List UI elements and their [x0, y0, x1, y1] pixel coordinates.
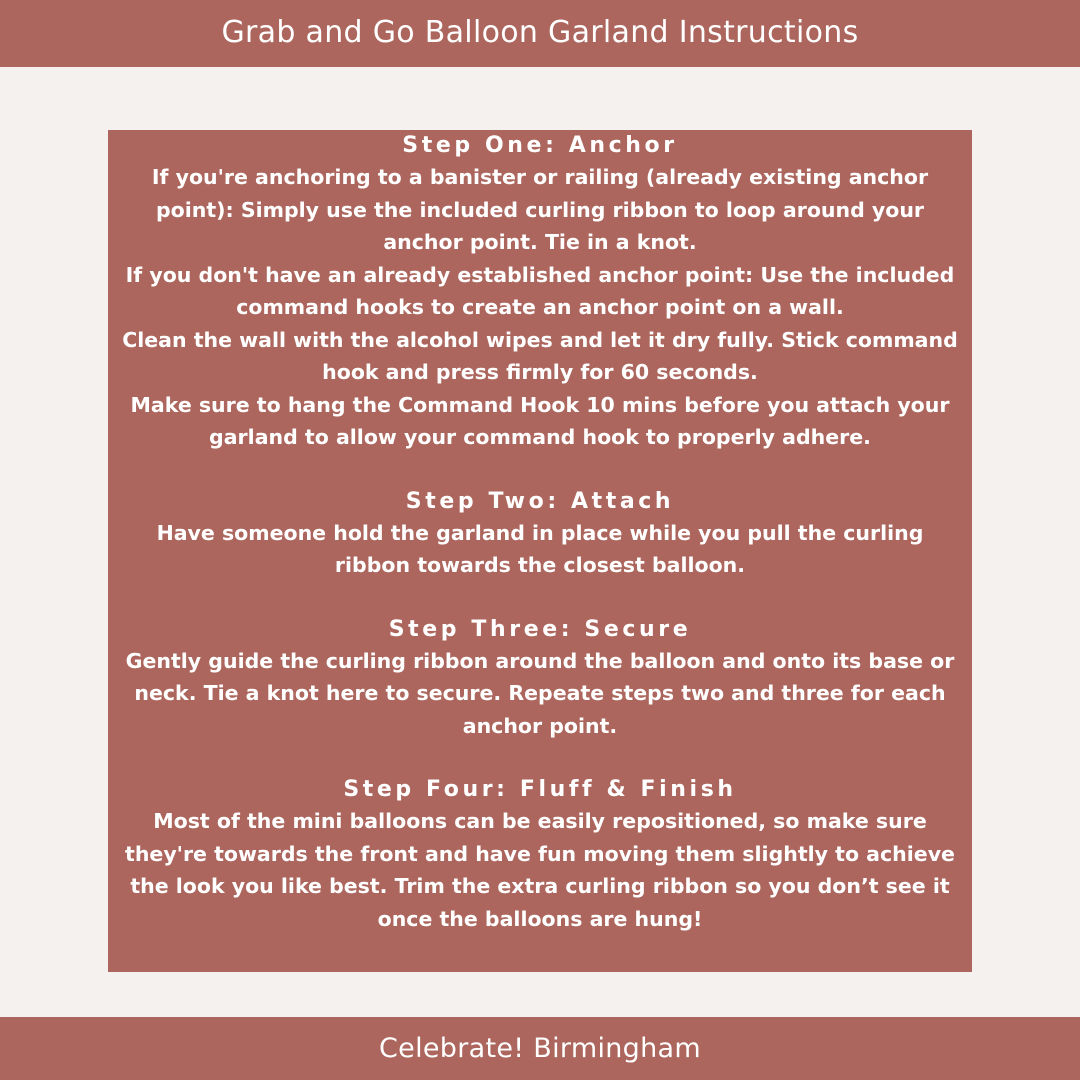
step-three-section [108, 615, 972, 743]
step-three-text-line: anchor point. [462, 713, 618, 738]
step-one-text-line: If you don't have an already established anchor point: Use the included [125, 262, 955, 287]
step-one-text-line: If you're anchoring to a banister or railing (already existing anchor [151, 165, 929, 189]
instructions-panel [108, 130, 972, 972]
step-three-text-line: neck. Tie a knot here to secure. Repeate steps two and three for each [134, 681, 946, 705]
footer-banner [0, 1017, 1080, 1080]
step-one-text-line: hook and press firmly for 60 seconds. [322, 360, 758, 384]
step-one-section [108, 131, 972, 454]
step-one-text-line: garland to allow your command hook to properly adhere. [209, 425, 871, 449]
page-title: Grab and Go Balloon Garland Instructions [221, 14, 859, 50]
step-four-text-line: Most of the mini balloons can be easily repositioned, so make sure [153, 809, 927, 833]
step-two-text-line: ribbon towards the closest balloon. [334, 553, 746, 577]
step-four-title: Step Four: Fluff & Finish [343, 777, 737, 802]
step-four-text-line: they're towards the front and have fun moving them slightly to achieve [125, 841, 955, 866]
step-one-text-line: anchor point. Tie in a knot. [383, 230, 697, 254]
step-four-text-line: once the balloons are hung! [377, 906, 703, 931]
step-two-title: Step Two: Attach [405, 488, 675, 514]
step-three-text-line: Gently guide the curling ribbon around the balloon and onto its base or [125, 648, 955, 673]
footer-brand: Celebrate! Birmingham [379, 1033, 701, 1064]
step-two-text-line: Have someone hold the garland in place while you pull the curling [156, 520, 924, 545]
step-one-text-line: command hooks to create an anchor point on a wall. [236, 295, 844, 319]
step-three-title: Step Three: Secure [388, 616, 692, 642]
header-banner [0, 0, 1080, 67]
step-four-text-line: the look you like best. Trim the extra curling ribbon so you don’t see it [130, 874, 950, 898]
step-one-text-line: Clean the wall with the alcohol wipes and let it dry fully. Stick command [122, 327, 958, 352]
step-one-text-line: Make sure to hang the Command Hook 10 mins before you attach your [130, 392, 950, 417]
step-four-section [108, 775, 972, 935]
step-one-title: Step One: Anchor [402, 133, 678, 158]
step-one-text-line: point): Simply use the included curling ribbon to loop around your [155, 197, 925, 222]
step-two-section [108, 487, 972, 582]
